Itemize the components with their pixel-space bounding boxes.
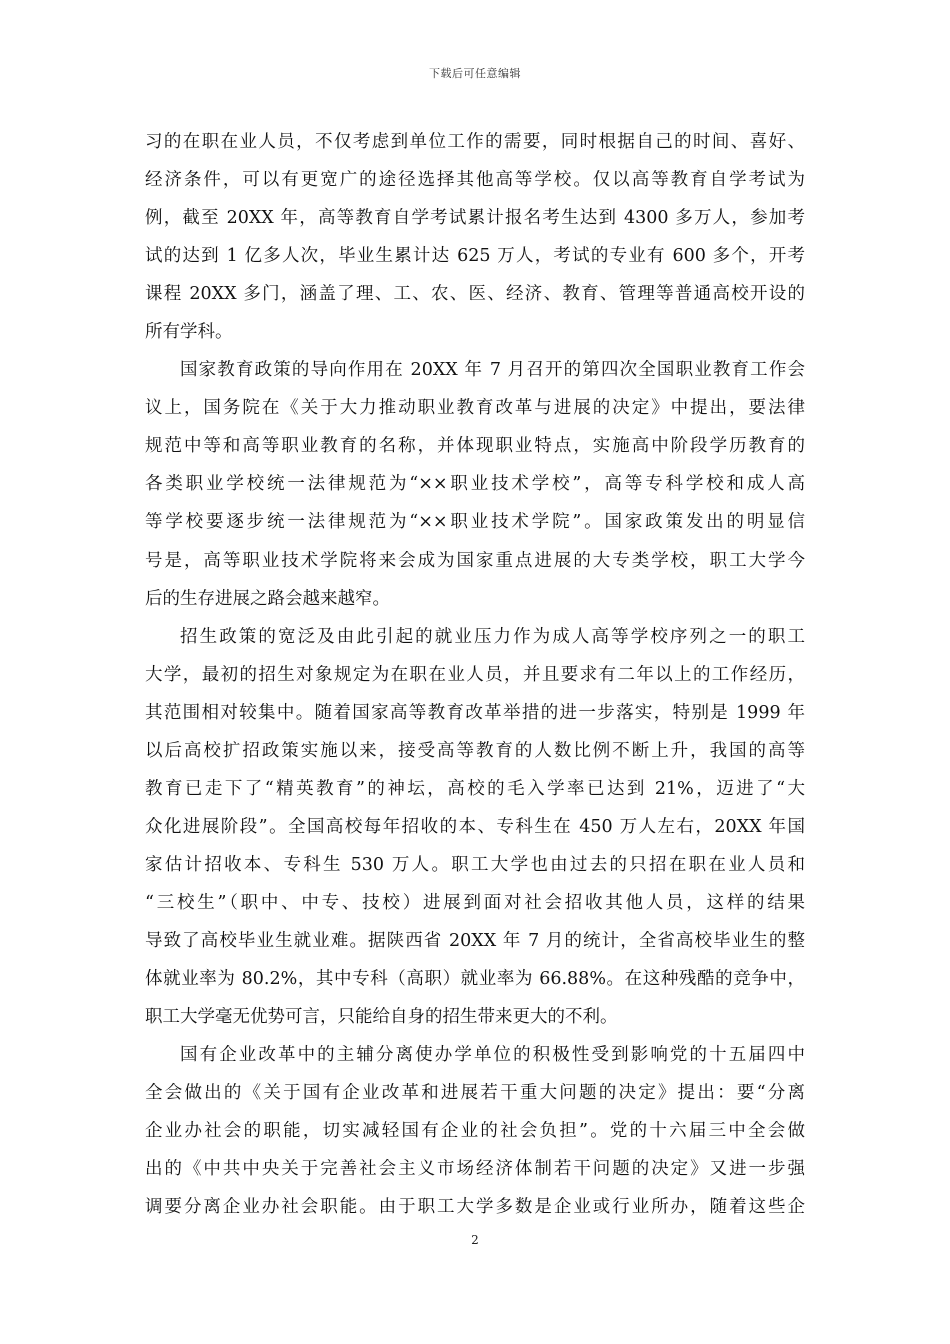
text-line: 其范围相对较集中。随着国家高等教育改革举措的进一步落实，特别是 1999 年	[145, 702, 805, 723]
page-header: 下载后可任意编辑	[429, 67, 521, 80]
text-line: 例，截至 20XX 年，高等教育自学考试累计报名考生达到 4300 多万人，参加考	[145, 208, 805, 229]
text-line: 家估计招收本、专科生 530 万人。职工大学也由过去的只招在职在业人员和	[145, 854, 805, 875]
text-line: 导致了高校毕业生就业难。据陕西省 20XX 年 7 月的统计，全省高校毕业生的整	[145, 930, 805, 951]
text-line: 所有学科。	[145, 322, 233, 343]
text-line: 调要分离企业办社会职能。由于职工大学多数是企业或行业所办，随着这些企	[145, 1197, 805, 1218]
text-line: 大学，最初的招生对象规定为在职在业人员，并且要求有二年以上的工作经历，	[145, 664, 805, 685]
text-line: 经济条件，可以有更宽广的途径选择其他高等学校。仅以高等教育自学考试为	[145, 170, 805, 191]
paragraph	[145, 351, 805, 617]
text-line: 体就业率为 80.2%，其中专科（高职）就业率为 66.88%。在这种残酷的竞争中，	[145, 969, 805, 990]
text-line: 出的《中共中央关于完善社会主义市场经济体制若干问题的决定》又进一步强	[145, 1159, 805, 1180]
text-line: 国家教育政策的导向作用在 20XX 年 7 月召开的第四次全国职业教育工作会	[180, 360, 805, 381]
text-line: 全会做出的《关于国有企业改革和进展若干重大问题的决定》提出：要“分离	[145, 1083, 805, 1104]
text-line: 习的在职在业人员，不仅考虑到单位工作的需要，同时根据自己的时间、喜好、	[145, 132, 805, 152]
text-line: 后的生存进展之路会越来越窄。	[145, 588, 390, 609]
paragraph	[145, 1036, 805, 1226]
text-line: 教育已走下了“精英教育”的神坛，高校的毛入学率已达到 21%，迈进了“大	[145, 778, 805, 799]
text-line: 众化进展阶段”。全国高校每年招收的本、专科生在 450 万人左右，20XX 年国	[145, 816, 805, 837]
text-line: 各类职业学校统一法律规范为“××职业技术学校”，高等专科学校和成人高	[145, 474, 805, 495]
paragraph	[145, 618, 805, 1037]
text-line: 规范中等和高等职业教育的名称，并体现职业特点，实施高中阶段学历教育的	[145, 436, 805, 457]
document-body	[145, 123, 805, 1226]
paragraph	[145, 123, 805, 351]
text-line: 以后高校扩招政策实施以来，接受高等教育的人数比例不断上升，我国的高等	[145, 740, 805, 761]
text-line: 国有企业改革中的主辅分离使办学单位的积极性受到影响党的十五届四中	[180, 1045, 805, 1066]
text-line: 号是，高等职业技术学院将来会成为国家重点进展的大专类学校，职工大学今	[145, 550, 805, 571]
text-line: 企业办社会的职能，切实减轻国有企业的社会负担”。党的十六届三中全会做	[145, 1121, 805, 1142]
text-line: 议上，国务院在《关于大力推动职业教育改革与进展的决定》中提出，要法律	[145, 398, 805, 419]
text-line: 等学校要逐步统一法律规范为“××职业技术学院”。国家政策发出的明显信	[145, 512, 805, 533]
text-line: 课程 20XX 多门，涵盖了理、工、农、医、经济、教育、管理等普通高校开设的	[145, 284, 805, 305]
text-line: 试的达到 1 亿多人次，毕业生累计达 625 万人，考试的专业有 600 多个，开考	[145, 246, 805, 267]
text-line: 招生政策的宽泛及由此引起的就业压力作为成人高等学校序列之一的职工	[180, 626, 805, 647]
text-line: “三校生”（职中、中专、技校）进展到面对社会招收其他人员，这样的结果	[145, 892, 805, 913]
page-number: 2	[471, 1233, 479, 1247]
text-line: 职工大学毫无优势可言，只能给自身的招生带来更大的不利。	[145, 1007, 618, 1028]
